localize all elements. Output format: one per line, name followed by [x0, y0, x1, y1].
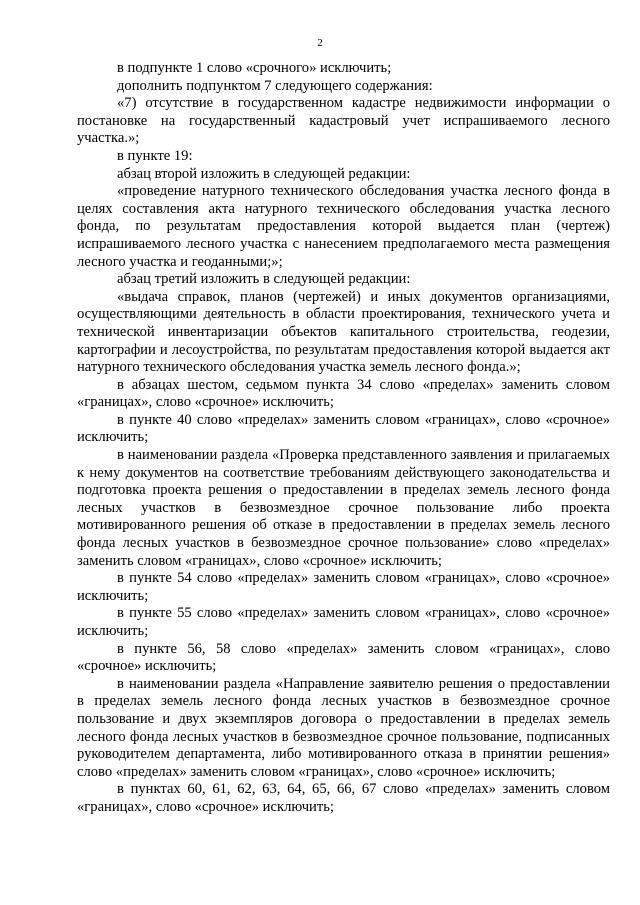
paragraph-section-direction: в наименовании раздела «Направление заявителю решения о предоставлении в пределах земель лесного фонда лесных участков в безвозмездное срочное пользование и двух экземпляров договора о предоставлении в пределах земель лесного фонда лесных участков в безвозмездное срочное пользование, подписанных руководителем департамента, либо мотивированного отказа в принятии решения» слово «пределах» заменить словом «границах», слово «срочное» исключить; — [77, 675, 610, 780]
paragraph-third-abzac: абзац третий изложить в следующей редакции: — [117, 271, 411, 288]
paragraph-item-55: в пункте 55 слово «пределах» заменить словом «границах», слово «срочное» исключить; — [77, 605, 610, 639]
paragraph-item-56-58: в пункте 56, 58 слово «пределах» заменить словом «границах», слово «срочное» исключить; — [77, 640, 610, 675]
paragraph-second-abzac: абзац второй изложить в следующей редакции: — [117, 165, 411, 182]
paragraph-items-60-67: в пунктах 60, 61, 62, 63, 64, 65, 66, 67 слово «пределах» заменить словом «границах», слово «срочное» исключить; — [77, 781, 610, 815]
paragraph-item-19: в пункте 19: — [117, 147, 193, 164]
paragraph-second-abzac-text: «проведение натурного технического обследования участка лесного фонда в целях составления акта натурного технического обследования участка лесного фонда, по результатам предоставления которой выдается план (чертеж) испрашиваемого лесного участка с нанесением предполагаемого места размещения лесного участка и геоданными;»; — [77, 183, 610, 270]
paragraph-subitem-7-text: «7) отсутствие в государственном кадастре недвижимости информации о постановке на государственный кадастровый учет испрашиваемого лесного участка.»; — [77, 95, 610, 147]
paragraph-item-34: в абзацах шестом, седьмом пункта 34 слово «пределах» заменить словом «границах», слово «срочное» исключить; — [77, 376, 610, 411]
page-number: 2 — [317, 37, 323, 49]
document-body — [77, 60, 610, 817]
paragraph-subitem-1: в подпункте 1 слово «срочного» исключить; — [117, 60, 392, 76]
paragraph-section-verification: в наименовании раздела «Проверка представленного заявления и прилагаемых к нему документов на соответствие требованиям действующего законодательства и подготовка проекта решения о предоставлении в пределах земель лесного фонда лесных участков в безвозмездное срочное пользование либо проекта мотивированного решения об отказе в предоставлении в пределах земель лесного фонда лесных участков в безвозмездное срочное пользование» слово «пределах» заменить словом «границах», слово «срочное» исключить; — [77, 447, 610, 569]
paragraph-item-40: в пункте 40 слово «пределах» заменить словом «границах», слово «срочное» исключить; — [77, 411, 610, 446]
paragraph-third-abzac-text: «выдача справок, планов (чертежей) и иных документов организациями, осуществляющими деятельность в области проектирования, технического учета и технической инвентаризации объектов капитального строительства, геодезии, картографии и лесоустройства, по результатам предоставления которой выдается акт натурного технического обследования участка земель лесного фонда.»; — [77, 288, 610, 376]
paragraph-add-subitem-7: дополнить подпунктом 7 следующего содержания: — [117, 77, 433, 94]
paragraph-item-54: в пункте 54 слово «пределах» заменить словом «границах», слово «срочное» исключить; — [77, 570, 610, 604]
